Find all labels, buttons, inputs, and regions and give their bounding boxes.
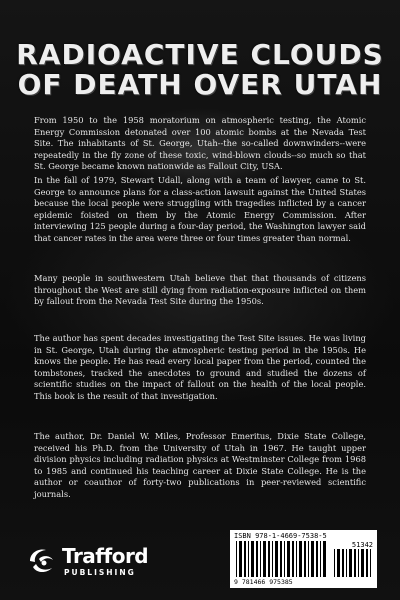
blurb-paragraph-1: From 1950 to the 1958 moratorium on atmospheric testing, the Atomic Energy Commission detonated over 100 atomic bombs at the Nevada Test Site. The inhabitants of St. George, Utah--the so-called downwinders--were repeatedly in the fly zone of these toxic, wind-blown clouds--so much so that St. George became known nationwide as Fallout City, USA. bbox=[34, 115, 366, 171]
publisher-tagline: PUBLISHING bbox=[64, 568, 136, 577]
barcode-bars-main bbox=[236, 541, 330, 577]
blurb-paragraph-2: In the fall of 1979, Stewart Udall, along with a team of lawyer, came to St. George to announce plans for a class-action lawsuit against the United States because the local people were struggling with tragedies inflicted by a cancer epidemic foisted on them by the Atomic Energy Commission. After interviewing 125 people during a four-day period, the Washington lawyer said that cancer rates in the area were three or four times greater than normal. bbox=[34, 175, 366, 243]
isbn-barcode bbox=[230, 530, 377, 588]
blurb-paragraph-3: Many people in southwestern Utah believe that that thousands of citizens throughout the West are still dying from radiation-exposure inflicted on them by fallout from the Nevada Test Site during the 1950s. bbox=[34, 273, 366, 306]
title-line-2: OF DEATH OVER UTAH bbox=[17, 68, 383, 101]
price-code: 51342 bbox=[351, 541, 373, 549]
publisher-name: Trafford bbox=[62, 544, 149, 568]
barcode-bars-addon bbox=[334, 549, 374, 577]
publisher-logo bbox=[24, 543, 184, 583]
author-bio-paragraph: The author, Dr. Daniel W. Miles, Professor Emeritus, Dixie State College, received his Ph.D. from the University of Utah in 1967. He taught upper division physics including radiation physics at Westminster College from 1968 to 1985 and continued his teaching career at Dixie State College. He is the author or coauthor of forty-two publications in peer-reviewed scientific journals. bbox=[34, 431, 366, 499]
blurb-paragraph-4: The author has spent decades investigating the Test Site issues. He was living in St. George, Utah during the atmospheric testing period in the 1950s. He knows the people. He has read every local paper from the period, counted the tombstones, tracked the anecdotes to ground and studied the dozens of scientific studies on the impact of fallout on the health of the local people. This book is the result of that investigation. bbox=[34, 333, 366, 401]
title-line-1: RADIOACTIVE CLOUDS bbox=[16, 38, 384, 71]
trafford-swirl-icon bbox=[24, 543, 60, 579]
isbn-label: ISBN 978-1-4669-7538-5 bbox=[234, 532, 327, 540]
barcode-digits: 9 781466 975385 bbox=[234, 578, 293, 586]
